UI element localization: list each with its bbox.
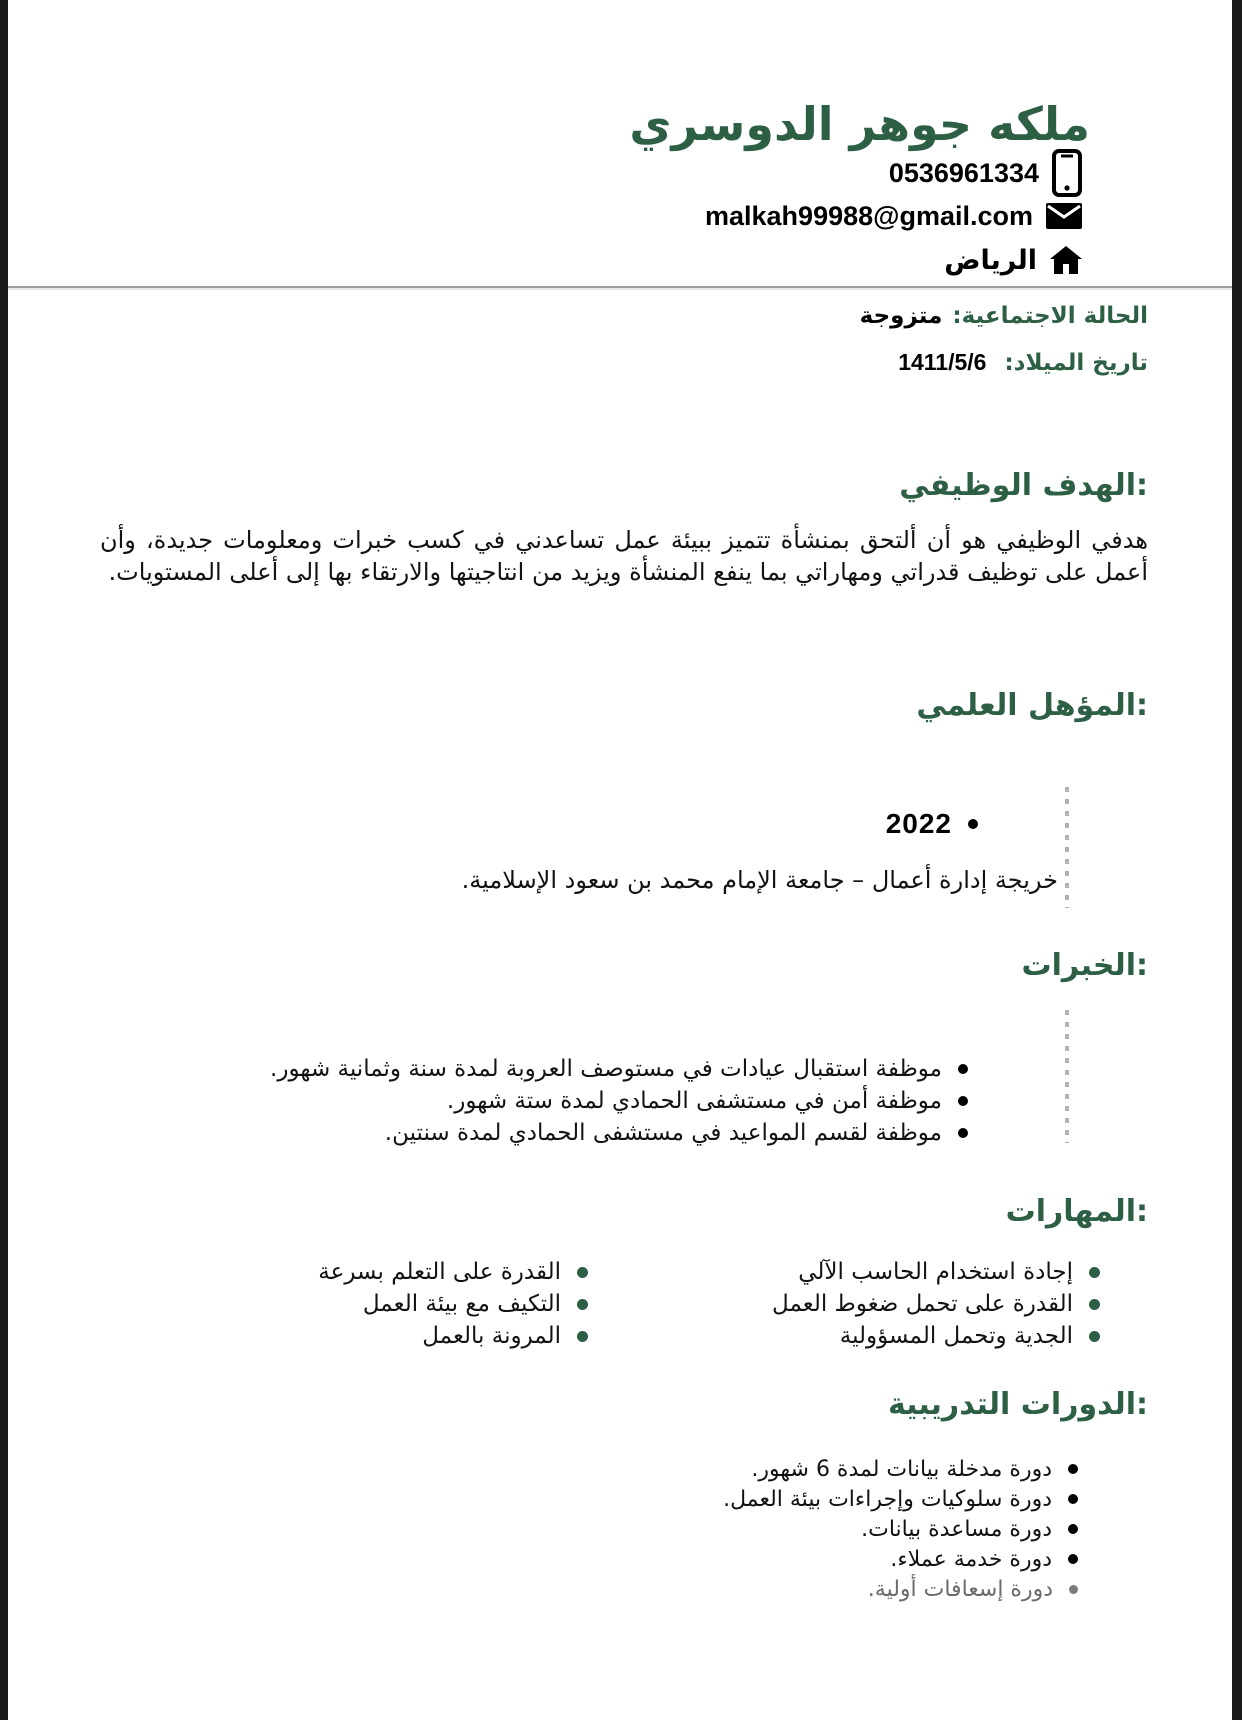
bullet-dot-icon bbox=[1068, 1494, 1078, 1504]
bullet-dot-icon bbox=[958, 1064, 968, 1074]
experience-heading: الخبرات: bbox=[1021, 948, 1148, 983]
right-edge-bar bbox=[1232, 0, 1242, 1720]
experience-item bbox=[270, 1053, 968, 1085]
skill-item bbox=[318, 1320, 588, 1352]
header-divider bbox=[8, 286, 1232, 288]
bullet-dot-icon bbox=[1068, 1554, 1078, 1564]
experience-dotted-line bbox=[1065, 1010, 1069, 1143]
course-item-text: دورة سلوكيات وإجراءات بيئة العمل. bbox=[723, 1486, 1052, 1512]
course-item-text: دورة مدخلة بيانات لمدة 6 شهور. bbox=[751, 1456, 1052, 1482]
bullet-dot-icon bbox=[577, 1299, 588, 1310]
bullet-dot-icon bbox=[1089, 1299, 1100, 1310]
email-row bbox=[705, 196, 1082, 236]
experience-item-text: موظفة لقسم المواعيد في مستشفى الحمادي لمدة سنتين. bbox=[384, 1120, 942, 1146]
phone-number: 0536961334 bbox=[888, 157, 1039, 188]
skill-item-text: الجدية وتحمل المسؤولية bbox=[839, 1323, 1073, 1349]
bullet-dot-icon bbox=[958, 1128, 968, 1138]
course-item bbox=[723, 1574, 1078, 1604]
birth-date-value: 1411/5/6 bbox=[898, 349, 987, 375]
home-icon bbox=[1050, 246, 1082, 274]
education-year-bullet bbox=[886, 808, 978, 840]
course-item bbox=[723, 1454, 1078, 1484]
marital-status-value: متزوجة bbox=[859, 303, 943, 329]
objective-paragraph: هدفي الوظيفي هو أن ألتحق بمنشأة تتميز ببيئة عمل تساعدني في كسب خبرات ومعلومات جديدة، وأن أعمل على توظيف قدراتي ومهاراتي بما ينفع المنشأة ويزيد من انتاجيتها والارتقاء بها إلى أعلى المستويات. bbox=[100, 526, 1148, 586]
bullet-dot-icon bbox=[1068, 1464, 1078, 1474]
course-item bbox=[723, 1514, 1078, 1544]
skill-item-text: القدرة على تحمل ضغوط العمل bbox=[772, 1291, 1073, 1317]
skill-item-text: التكيف مع بيئة العمل bbox=[362, 1291, 561, 1317]
experience-item bbox=[270, 1117, 968, 1149]
bullet-dot-icon bbox=[1089, 1331, 1100, 1342]
course-item-text: دورة خدمة عملاء. bbox=[890, 1546, 1052, 1572]
city-row bbox=[944, 238, 1082, 282]
courses-list bbox=[723, 1454, 1078, 1604]
skill-item-text: إجادة استخدام الحاسب الآلي bbox=[798, 1259, 1073, 1285]
bullet-dot-icon bbox=[1069, 1585, 1078, 1594]
skill-item bbox=[772, 1256, 1100, 1288]
email-address: malkah99988@gmail.com bbox=[705, 200, 1033, 231]
experience-item bbox=[270, 1085, 968, 1117]
skill-item bbox=[318, 1288, 588, 1320]
smartphone-icon bbox=[1052, 149, 1082, 197]
bullet-dot-icon bbox=[958, 1096, 968, 1106]
education-heading: المؤهل العلمي: bbox=[916, 688, 1148, 723]
objective-heading: الهدف الوظيفي: bbox=[899, 468, 1148, 503]
bullet-dot-icon bbox=[968, 819, 978, 829]
courses-heading: الدورات التدريبية: bbox=[887, 1387, 1148, 1422]
skills-heading: المهارات: bbox=[1005, 1194, 1148, 1229]
education-dotted-line bbox=[1065, 787, 1069, 908]
course-item bbox=[723, 1484, 1078, 1514]
skill-item bbox=[318, 1256, 588, 1288]
envelope-icon bbox=[1046, 203, 1082, 229]
city-name: الرياض bbox=[944, 244, 1037, 276]
skills-column-left bbox=[318, 1256, 588, 1352]
course-item-text: دورة إسعافات أولية. bbox=[867, 1576, 1053, 1602]
skill-item-text: المرونة بالعمل bbox=[422, 1323, 561, 1349]
experience-item-text: موظفة أمن في مستشفى الحمادي لمدة ستة شهور. bbox=[446, 1088, 942, 1114]
phone-row bbox=[889, 150, 1082, 196]
course-item-text: دورة مساعدة بيانات. bbox=[861, 1516, 1052, 1542]
skill-item bbox=[772, 1288, 1100, 1320]
skill-item bbox=[772, 1320, 1100, 1352]
marital-status-label: الحالة الاجتماعية: bbox=[952, 303, 1148, 329]
bullet-dot-icon bbox=[577, 1331, 588, 1342]
bullet-dot-icon bbox=[1068, 1524, 1078, 1534]
graduation-year: 2022 bbox=[885, 808, 952, 839]
person-name: ملكه جوهر الدوسري bbox=[629, 97, 1090, 151]
experience-list bbox=[270, 1053, 968, 1149]
bullet-dot-icon bbox=[577, 1267, 588, 1278]
degree-line: خريجة إدارة أعمال – جامعة الإمام محمد بن سعود الإسلامية. bbox=[461, 866, 1058, 894]
course-item bbox=[723, 1544, 1078, 1574]
marital-status-row bbox=[860, 303, 1148, 329]
left-edge-bar bbox=[0, 0, 8, 1720]
bullet-dot-icon bbox=[1089, 1267, 1100, 1278]
skill-item-text: القدرة على التعلم بسرعة bbox=[318, 1259, 561, 1285]
birth-date-row bbox=[898, 349, 1148, 376]
experience-item-text: موظفة استقبال عيادات في مستوصف العروبة لمدة سنة وثمانية شهور. bbox=[270, 1056, 942, 1082]
skills-column-right bbox=[772, 1256, 1100, 1352]
birth-date-label: تاريخ الميلاد: bbox=[1004, 350, 1148, 376]
